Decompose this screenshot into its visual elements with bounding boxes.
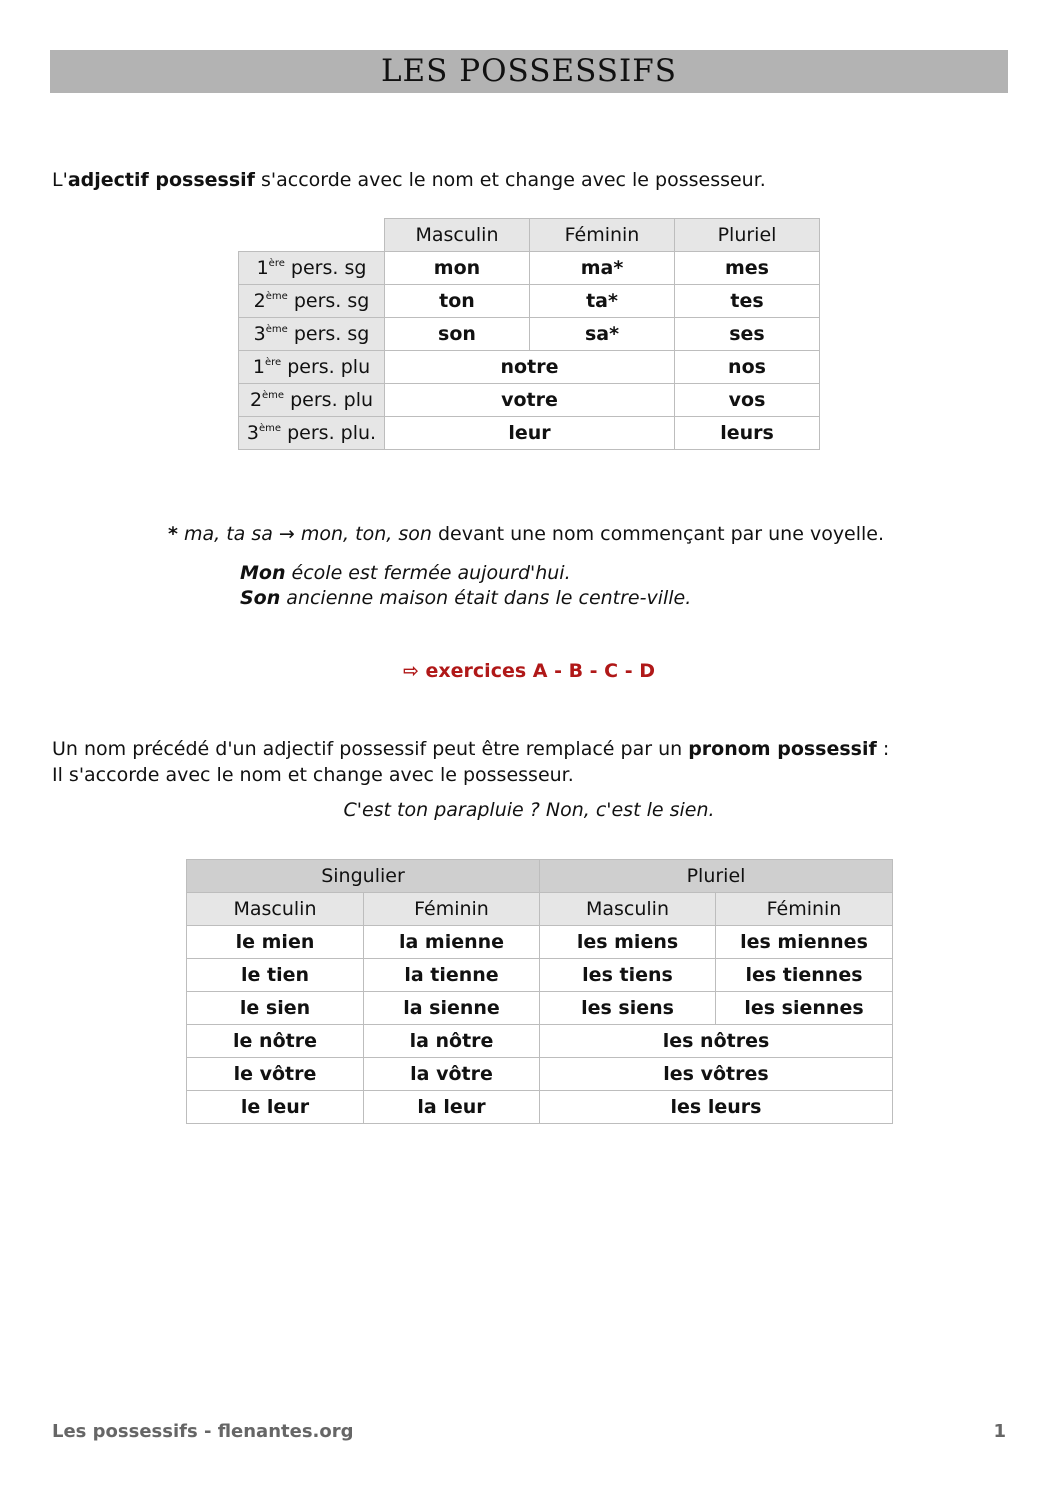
header-masculin: Masculin — [385, 219, 530, 252]
cell-masc: ton — [385, 285, 530, 318]
header-feminin: Féminin — [364, 893, 540, 926]
cell-masc: son — [385, 318, 530, 351]
table-cell: la tienne — [364, 959, 540, 992]
table-row — [187, 1091, 893, 1124]
intro-suffix: s'accorde avec le nom et change avec le possesseur. — [254, 169, 766, 191]
page-number: 1 — [993, 1421, 1006, 1442]
table-row — [239, 318, 820, 351]
header-feminin: Féminin — [530, 219, 675, 252]
intro-prefix: L' — [52, 169, 68, 191]
table-cell: les miens — [540, 926, 716, 959]
cell-singular-merged: votre — [385, 384, 675, 417]
cell-fem: sa* — [530, 318, 675, 351]
intro-term: adjectif possessif — [67, 169, 255, 191]
sub-header-row — [187, 893, 893, 926]
row-label: 1ère pers. sg — [239, 252, 385, 285]
note-rest: devant une nom commençant par une voyelle. — [431, 523, 885, 545]
header-pluriel: Pluriel — [540, 860, 893, 893]
table-row — [239, 417, 820, 450]
group-header-row — [187, 860, 893, 893]
table-row — [239, 252, 820, 285]
cell-singular-merged: notre — [385, 351, 675, 384]
table-cell: la nôtre — [364, 1025, 540, 1058]
cell-masc: mon — [385, 252, 530, 285]
cell-plur: ses — [675, 318, 820, 351]
cell-fem: ta* — [530, 285, 675, 318]
row-label: 1ère pers. plu — [239, 351, 385, 384]
table-cell-merged: les vôtres — [540, 1058, 893, 1091]
row-label: 2ème pers. sg — [239, 285, 385, 318]
cell-plur: tes — [675, 285, 820, 318]
table-cell-merged: les nôtres — [540, 1025, 893, 1058]
cell-plur: leurs — [675, 417, 820, 450]
table-cell: la sienne — [364, 992, 540, 1025]
table-cell: le sien — [187, 992, 364, 1025]
exercise-link[interactable]: ⇨ exercices A - B - C - D — [402, 660, 656, 682]
possessive-adjectives-table — [238, 218, 820, 450]
note-forms: ma, ta sa → mon, ton, son — [177, 523, 432, 545]
cell-plur: nos — [675, 351, 820, 384]
row-label: 2ème pers. plu — [239, 384, 385, 417]
example-line: Son ancienne maison était dans le centre-ville. — [240, 587, 692, 609]
table-cell: les tiennes — [716, 959, 893, 992]
table-cell: la leur — [364, 1091, 540, 1124]
table-cell: le vôtre — [187, 1058, 364, 1091]
table-cell: le leur — [187, 1091, 364, 1124]
pronoun-example: C'est ton parapluie ? Non, c'est le sien. — [343, 799, 715, 821]
table-cell: les siennes — [716, 992, 893, 1025]
cell-plur: vos — [675, 384, 820, 417]
header-singulier: Singulier — [187, 860, 540, 893]
pronoun-intro: Un nom précédé d'un adjectif possessif peut être remplacé par un pronom possessif : Il s'accorde avec le nom et change avec le possesseur. — [52, 738, 890, 786]
row-label: 3ème pers. sg — [239, 318, 385, 351]
title-bar — [50, 50, 1008, 93]
table-cell: les siens — [540, 992, 716, 1025]
header-masculin: Masculin — [540, 893, 716, 926]
table-row — [187, 1058, 893, 1091]
table-cell-merged: les leurs — [540, 1091, 893, 1124]
table-cell: les tiens — [540, 959, 716, 992]
table-cell: les miennes — [716, 926, 893, 959]
table-row — [239, 351, 820, 384]
vowel-note — [168, 523, 884, 545]
example-line: Mon école est fermée aujourd'hui. — [240, 562, 571, 584]
header-masculin: Masculin — [187, 893, 364, 926]
header-pluriel: Pluriel — [675, 219, 820, 252]
table-row — [187, 992, 893, 1025]
footer-source: Les possessifs - flenantes.org — [52, 1421, 354, 1442]
table-header-row — [239, 219, 820, 252]
possessive-pronouns-table — [186, 859, 893, 1124]
pronoun-term: pronom possessif — [688, 738, 877, 760]
table-cell: la vôtre — [364, 1058, 540, 1091]
table-row — [187, 959, 893, 992]
table-cell: le tien — [187, 959, 364, 992]
table-cell: la mienne — [364, 926, 540, 959]
header-feminin: Féminin — [716, 893, 893, 926]
table-row — [239, 285, 820, 318]
cell-plur: mes — [675, 252, 820, 285]
table-row — [239, 384, 820, 417]
note-star: * — [168, 523, 178, 545]
table-corner — [239, 219, 385, 252]
table-cell: le mien — [187, 926, 364, 959]
cell-fem: ma* — [530, 252, 675, 285]
intro-paragraph — [52, 169, 766, 191]
row-label: 3ème pers. plu. — [239, 417, 385, 450]
cell-singular-merged: leur — [385, 417, 675, 450]
table-row — [187, 926, 893, 959]
page-title: LES POSSESSIFS — [380, 53, 678, 89]
table-row — [187, 1025, 893, 1058]
table-cell: le nôtre — [187, 1025, 364, 1058]
